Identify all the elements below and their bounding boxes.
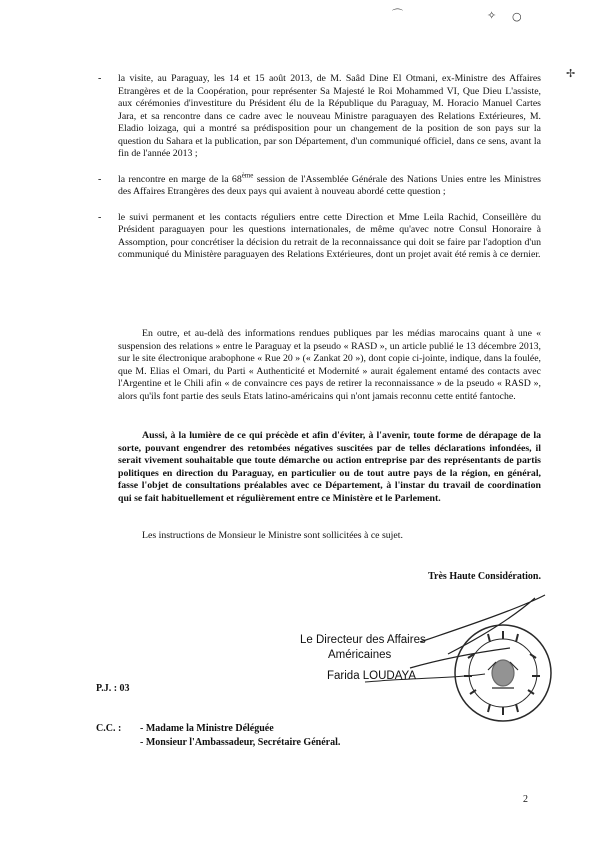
closing-formula: Très Haute Considération. <box>428 571 541 582</box>
recommendation-paragraph: Aussi, à la lumière de ce qui précède et afin d'éviter, à l'avenir, toute forme de dérapage de la sorte, pouvant engendrer des retombées négatives suscitées par de telles déclarations infondées, il serait vivement souhaitable que toute démarche ou action entreprise par des représentants de partis politiques en direction du Paraguay, en particulier ou de tout autre pays de la région, en général, fasse l'objet de consultations préalables avec ce Département, à l'instar du travail de coordination qui se fait habituellement et régulièrement entre ce Ministère et le Parlement. <box>118 430 541 504</box>
bullet-dash-icon: - <box>98 173 102 185</box>
bullet-list <box>98 73 541 275</box>
bullet-text-segment: session de l'Assemblée Générale des Nations Unies entre les Ministres des Affaires Etrangères des deux pays qui avaient à nouveau abordé cette question ; <box>118 173 541 197</box>
bullet-dash-icon: - <box>98 211 102 223</box>
scan-mark-4: ✢ <box>566 67 576 80</box>
cc-label: C.C. : <box>96 723 122 734</box>
bullet-text <box>118 212 541 262</box>
signatory-title-line2: Américaines <box>328 649 392 661</box>
bullet-item-followup <box>98 211 541 262</box>
attachments-note: P.J. : 03 <box>96 683 130 694</box>
ordinal-superscript: ème <box>241 171 254 180</box>
bullet-text <box>118 171 541 199</box>
page-number: 2 <box>523 794 528 805</box>
signatory-name: Farida LOUDAYA <box>327 670 417 682</box>
scan-mark-2: ✧ <box>487 9 497 22</box>
signature-block <box>270 590 580 730</box>
scan-mark-1: ⌒ <box>392 8 403 21</box>
media-paragraph: En outre, et au-delà des informations rendues publiques par les médias marocains quant à une « suspension des relations » entre le Paraguay et la pseudo « RASD », un article publié le 13 décembre 2013, sur le site électronique arabophone « Rue 20 » (« Zankat 20 »), dont copie ci-jointe, indique, dans la foulée, que M. Elias el Omari, du Parti « Authenticité et Modernité » aurait également entamé des contacts avec l'Argentine et le Chili afin « de convaincre ces pays de retirer la reconnaissance » de la pseudo « RASD », alors qu'ils font partie des seuls Etats latino-américains qui n'ont jamais reconnu cette entité fantoche. <box>118 328 541 402</box>
cc-recipient-1: - Madame la Ministre Déléguée <box>140 723 274 734</box>
scan-mark-3: ○ <box>512 10 522 23</box>
bullet-text-segment: la rencontre en marge de la 68 <box>118 173 242 185</box>
signatory-title-line1: Le Directeur des Affaires <box>300 634 426 646</box>
bullet-dash-icon: - <box>98 73 102 84</box>
bullet-text-segment: la visite, au Paraguay, les 14 et 15 août 2013, de M. Saâd Dine El Otmani, ex-Ministre des Affaires Etrangères et de la Coopération, pour représenter Sa Majesté le Roi Mohammed VI, Que Dieu L'assiste, aux cérémonies d'investiture du Président élu de la République du Paraguay, M. Horacio Manuel Cartes Jara, et sa rencontre dans ce cadre avec le nouveau Ministre paraguayen des Relations Extérieures, M. Eladio loizaga, qui a montré sa prédisposition pour un changement de la position de son pays sur la question du Sahara et la publication, par son Département, d'un communiqué officiel, dans ce sens, avant la fin de l'année 2013 ; <box>118 73 541 159</box>
cc-recipient-2: - Monsieur l'Ambassadeur, Secrétaire Général. <box>140 737 341 748</box>
official-stamp <box>448 618 558 728</box>
bullet-item-visit <box>98 73 541 161</box>
bullet-item-meeting <box>98 171 541 199</box>
bullet-text-segment: le suivi permanent et les contacts réguliers entre cette Direction et Mme Leila Rachid, Conseillère du Président paraguayen pour les questions internationales, de même qu'avec notre Consul Honoraire à Assomption, pour concrétiser la décision du retrait de la reconnaissance qui doit se faire par l'adoption d'un communiqué du Ministère paraguayen des Relations Extérieures, dont un projet avait été remis à ce dernier. <box>118 211 541 260</box>
instructions-paragraph: Les instructions de Monsieur le Ministre sont sollicitées à ce sujet. <box>142 530 403 541</box>
bullet-text <box>118 73 541 161</box>
